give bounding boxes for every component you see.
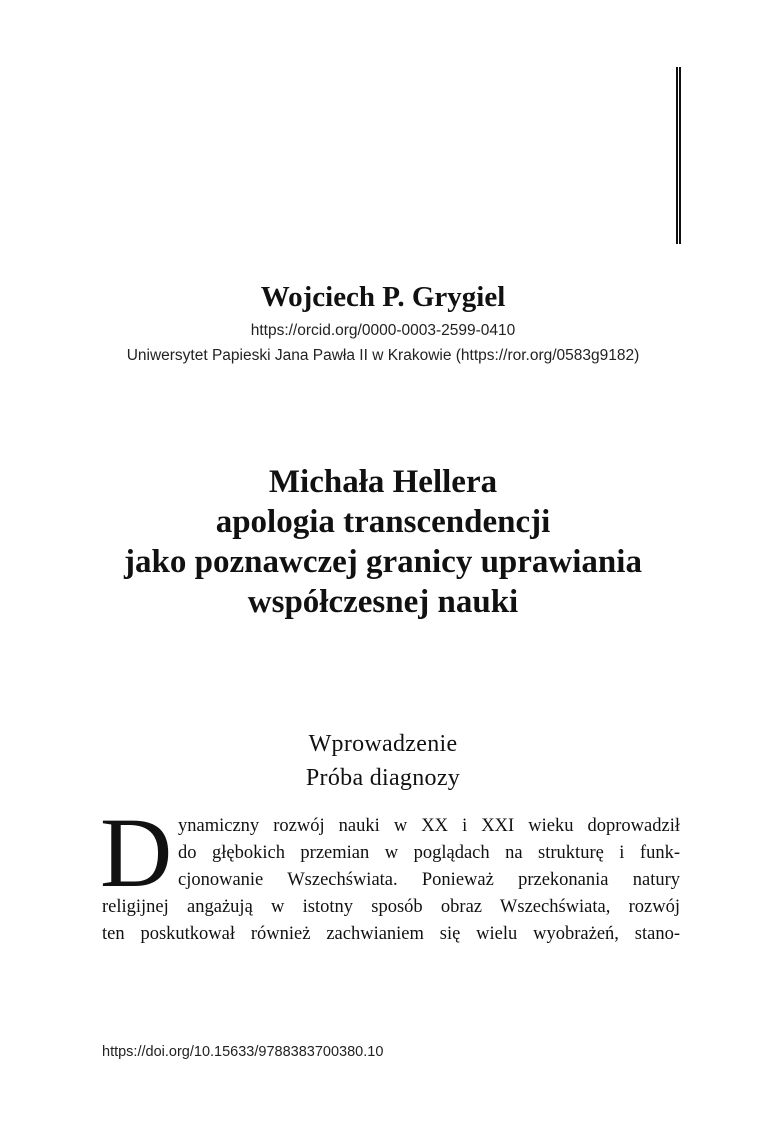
author-orcid-link[interactable]: https://orcid.org/0000-0003-2599-0410: [250, 322, 516, 339]
title-line: apologia transcendencji: [215, 504, 551, 540]
section-heading-block: [0, 727, 766, 795]
author-affiliation: Uniwersytet Papieski Jana Pawła II w Krakowie (https://ror.org/0583g9182): [126, 347, 640, 364]
title-line: współczesnej nauki: [247, 584, 519, 620]
doi-link[interactable]: https://doi.org/10.15633/9788383700380.10: [102, 1044, 384, 1060]
body-text-line: do głębokich przemian w poglądach na strukturę i funk-: [178, 843, 680, 863]
title-line: jako poznawczej granicy uprawiania: [124, 544, 642, 580]
body-text-line: religijnej angażują w istotny sposób obraz Wszechświata, rozwój: [102, 897, 680, 917]
author-name: Wojciech P. Grygiel: [260, 281, 506, 313]
chapter-title: [0, 462, 766, 622]
body-text-line: cjonowanie Wszechświata. Ponieważ przekonania natury: [178, 870, 680, 890]
body-text-line: ten poskutkował również zachwianiem się wielu wyobrażeń, stano-: [102, 924, 680, 944]
section-heading: Wprowadzenie: [308, 731, 458, 757]
body-text-line: ynamiczny rozwój nauki w XX i XXI wieku doprowadził: [178, 816, 680, 836]
drop-cap: D: [100, 797, 173, 908]
title-line: Michała Hellera: [268, 464, 498, 500]
section-subheading: Próba diagnozy: [305, 765, 461, 791]
decorative-vertical-bar: [676, 67, 681, 244]
